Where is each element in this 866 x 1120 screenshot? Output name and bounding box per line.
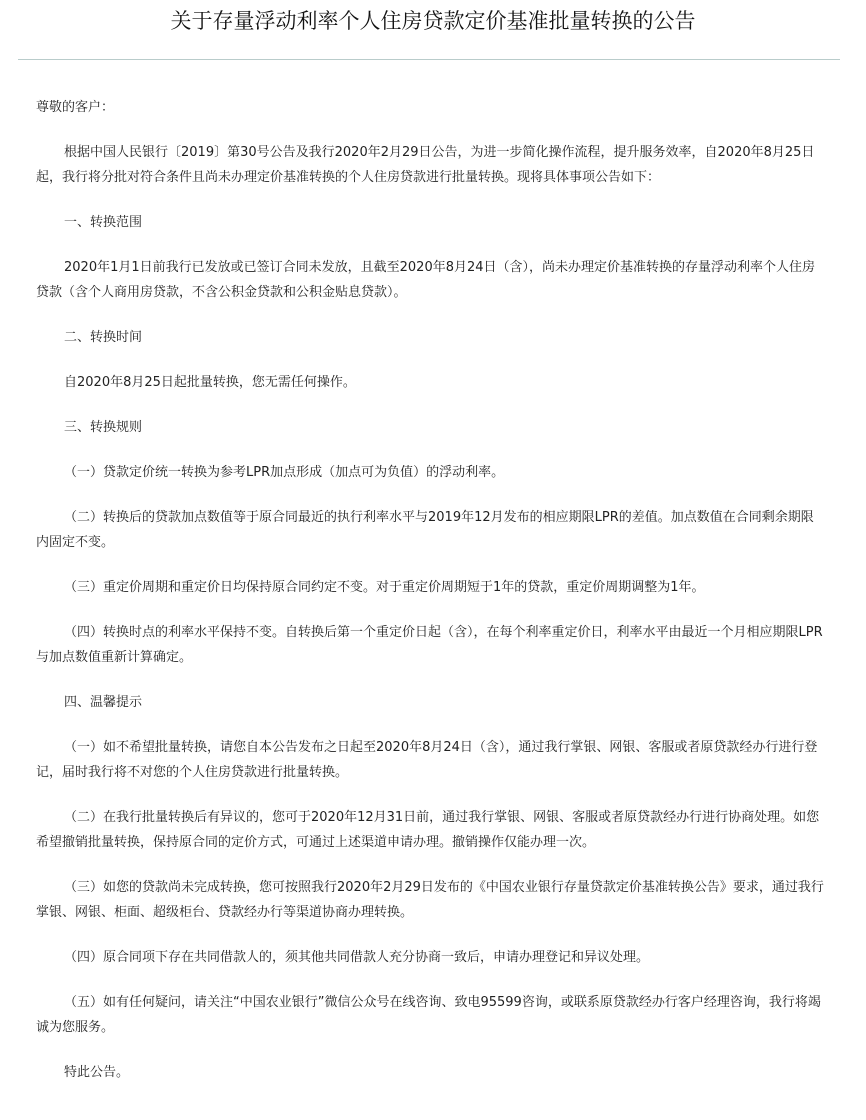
tip-item: （三）如您的贷款尚未完成转换，您可按照我行2020年2月29日发布的《中国农业银行存量贷款定价基准转换公告》要求，通过我行掌银、网银、柜面、超级柜台、贷款经办行等渠道协商办理转换。 [36, 880, 824, 920]
tip-item: （五）如有任何疑问，请关注“中国农业银行”微信公众号在线咨询、致电95599咨询，或联系原贷款经办行客户经理咨询，我行将竭诚为您服务。 [36, 995, 821, 1035]
closing-statement: 特此公告。 [64, 1065, 130, 1080]
tip-item: （一）如不希望批量转换，请您自本公告发布之日起至2020年8月24日（含），通过我行掌银、网银、客服或者原贷款经办行进行登记，届时我行将不对您的个人住房贷款进行批量转换。 [36, 740, 818, 780]
tip-item: （四）原合同项下存在共同借款人的，须其他共同借款人充分协商一致后，申请办理登记和异议处理。 [64, 950, 650, 965]
section-heading-tips: 四、温馨提示 [64, 695, 143, 710]
rule-item: （二）转换后的贷款加点数值等于原合同最近的执行利率水平与2019年12月发布的相应期限LPR的差值。加点数值在合同剩余期限内固定不变。 [36, 510, 814, 550]
title-divider [18, 59, 840, 60]
tip-item: （二）在我行批量转换后有异议的，您可于2020年12月31日前，通过我行掌银、网银、客服或者原贷款经办行进行协商处理。如您希望撤销批量转换，保持原合同的定价方式，可通过上述渠道申请办理。撤销操作仅能办理一次。 [36, 810, 820, 850]
section-heading-scope: 一、转换范围 [64, 215, 143, 230]
page-title: 关于存量浮动利率个人住房贷款定价基准批量转换的公告 [170, 9, 696, 33]
rule-item: （四）转换时点的利率水平保持不变。自转换后第一个重定价日起（含），在每个利率重定价日，利率水平由最近一个月相应期限LPR与加点数值重新计算确定。 [36, 625, 823, 665]
intro-paragraph: 根据中国人民银行〔2019〕第30号公告及我行2020年2月29日公告，为进一步简化操作流程，提升服务效率，自2020年8月25日起，我行将分批对符合条件且尚未办理定价基准转换的个人住房贷款进行批量转换。现将具体事项公告如下： [36, 145, 815, 185]
section-heading-rules: 三、转换规则 [64, 420, 143, 435]
rule-item: （三）重定价周期和重定价日均保持原合同约定不变。对于重定价周期短于1年的贷款，重定价周期调整为1年。 [64, 580, 705, 595]
scope-paragraph: 2020年1月1日前我行已发放或已签订合同未发放，且截至2020年8月24日（含），尚未办理定价基准转换的存量浮动利率个人住房贷款（含个人商用房贷款，不含公积金贷款和公积金贴息贷款）。 [36, 260, 816, 300]
announcement-body [36, 95, 826, 1085]
rule-item: （一）贷款定价统一转换为参考LPR加点形成（加点可为负值）的浮动利率。 [64, 465, 505, 480]
time-paragraph: 自2020年8月25日起批量转换，您无需任何操作。 [64, 375, 356, 390]
salutation: 尊敬的客户： [36, 100, 115, 115]
section-heading-time: 二、转换时间 [64, 330, 143, 345]
